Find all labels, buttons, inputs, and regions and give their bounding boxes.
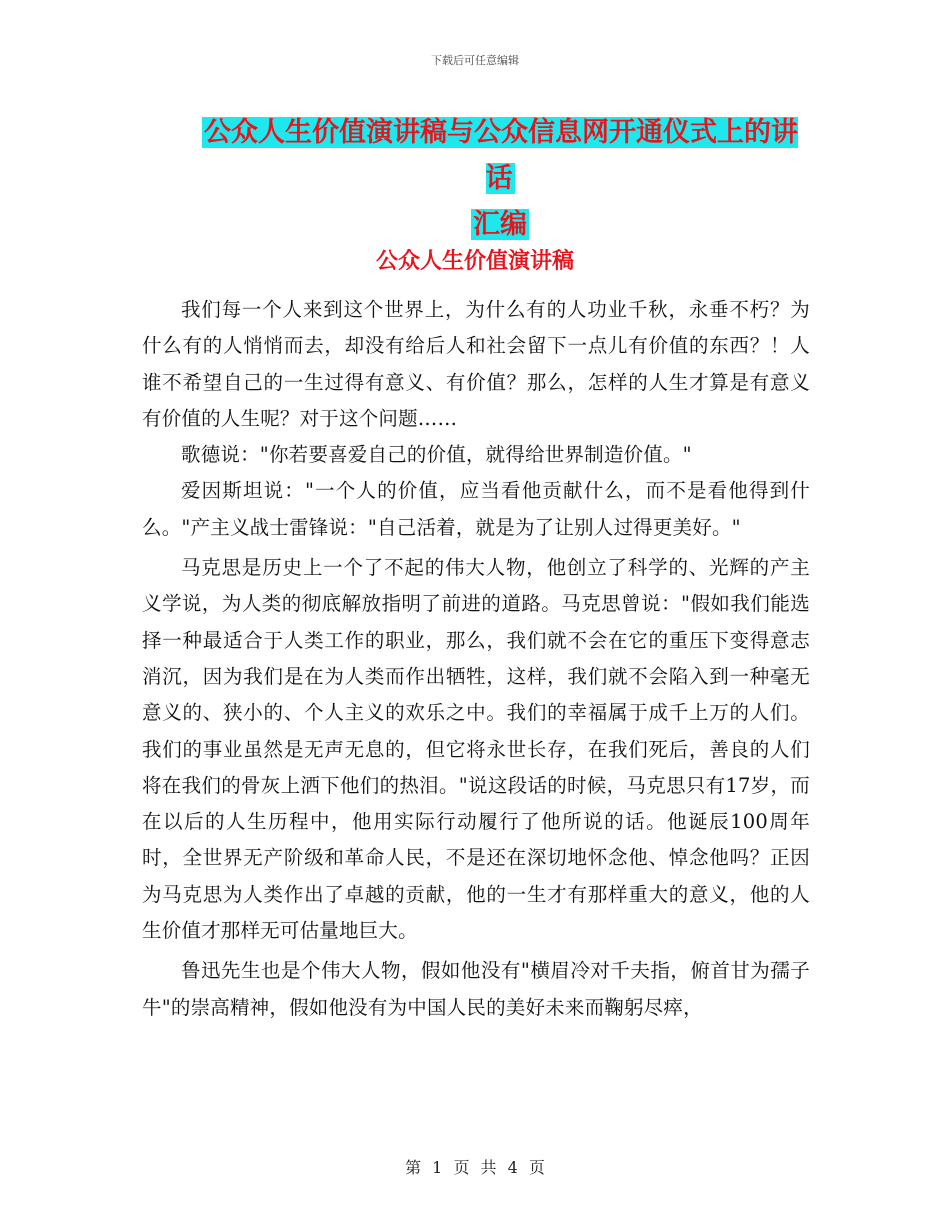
document-title-line-2: 汇编 <box>473 209 527 240</box>
page-footer: 第 1 页 共 4 页 <box>405 1158 545 1177</box>
paragraph: 爱因斯坦说："一个人的价值，应当看他贡献什么，而不是看他得到什么。"产主义战士雷锋说："自己活着，就是为了让别人过得更美好。" <box>142 479 810 539</box>
header-note: 下载后可任意编辑 <box>431 54 519 67</box>
paragraph: 鲁迅先生也是个伟大人物，假如他没有"横眉冷对千夫指，俯首甘为孺子牛"的崇高精神，假如他没有为中国人民的美好未来而鞠躬尽瘁， <box>142 959 810 1019</box>
document-title-line-1: 公众人生价值演讲稿与公众信息网开通仪式上的讲话 <box>204 117 798 194</box>
paragraph: 马克思是历史上一个了不起的伟大人物，他创立了科学的、光辉的产主义学说，为人类的彻底解放指明了前进的道路。马克思曾说："假如我们能选择一种最适合于人类工作的职业，那么，我们就不会在它的重压下变得意志消沉，因为我们是在为人类而作出牺牲，这样，我们就不会陷入到一种毫无意义的、狭小的、个人主义的欢乐之中。我们的幸福属于成千上万的人们。我们的事业虽然是无声无息的，但它将永世长存，在我们死后，善良的人们将在我们的骨灰上洒下他们的热泪。"说这段话的时候，马克思只有17岁，而在以后的人生历程中，他用实际行动履行了他所说的话。他诞辰100周年时，全世界无产阶级和革命人民，不是还在深切地怀念他、悼念他吗？正因为马克思为人类作出了卓越的贡献，他的一生才有那样重大的意义，他的人生价值才那样无可估量地巨大。 <box>142 556 810 943</box>
paragraph: 我们每一个人来到这个世界上，为什么有的人功业千秋，永垂不朽？为什么有的人悄悄而去，却没有给后人和社会留下一点儿有价值的东西？！人谁不希望自己的一生过得有意义、有价值？那么，怎样的人生才算是有意义有价值的人生呢？对于这个问题…… <box>142 298 810 430</box>
paragraph: 歌德说："你若要喜爱自己的价值，就得给世界制造价值。" <box>181 443 692 467</box>
document-title <box>190 110 810 248</box>
body-text <box>142 292 810 1026</box>
section-title: 公众人生价值演讲稿 <box>375 249 574 274</box>
